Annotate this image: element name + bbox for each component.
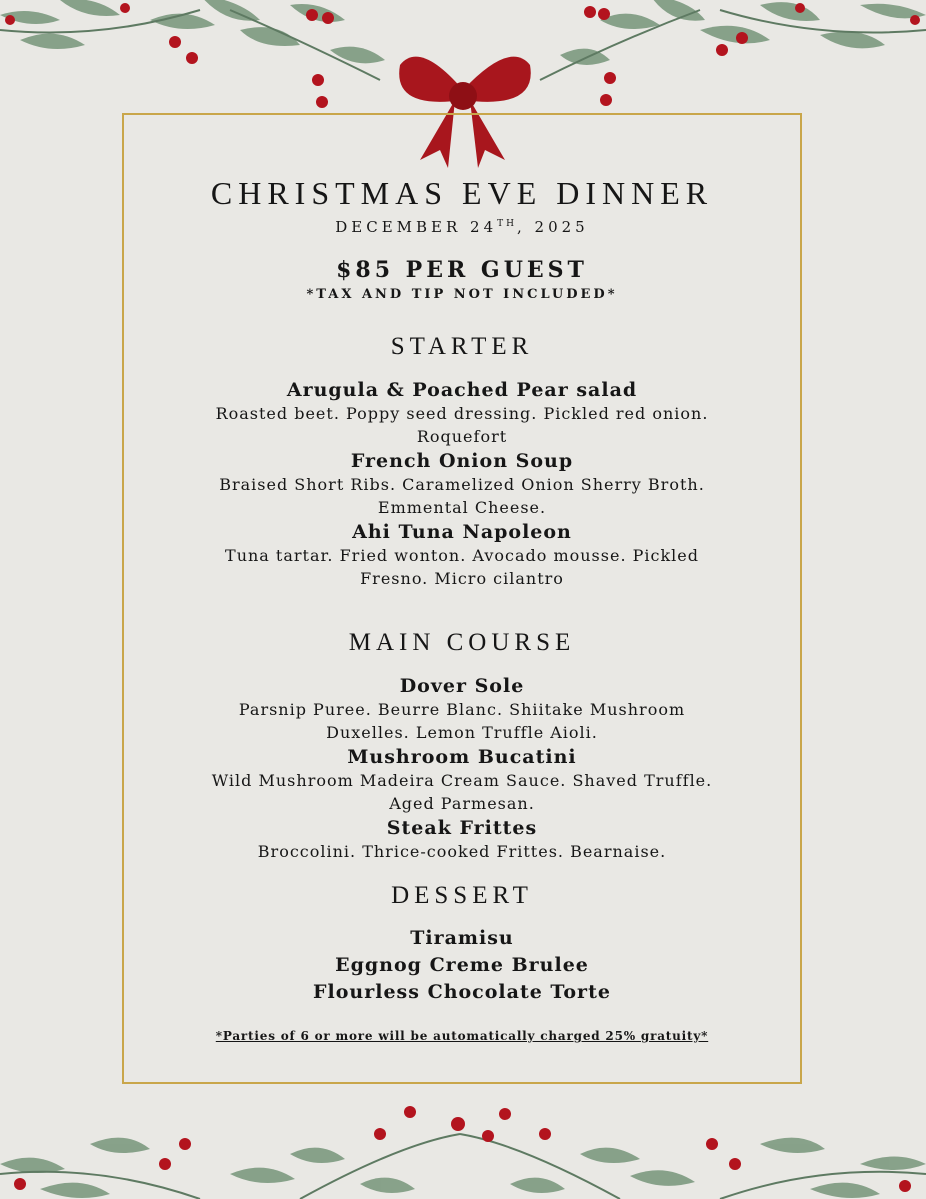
dish-description: Fresno. Micro cilantro [360, 569, 564, 588]
dish-description: Tuna tartar. Fried wonton. Avocado mousse. Pickled [225, 546, 699, 565]
dish-name: Ahi Tuna Napoleon [352, 521, 572, 543]
dish-name: Dover Sole [399, 675, 525, 697]
dish-description: Aged Parmesan. [389, 794, 535, 813]
menu-title: CHRISTMAS EVE DINNER [210, 175, 714, 211]
bottom-garland-decoration [0, 1104, 926, 1199]
dish-description: Duxelles. Lemon Truffle Aioli. [326, 723, 598, 742]
dessert-item: Eggnog Creme Brulee [335, 954, 589, 976]
date-main: DECEMBER 24 [335, 218, 498, 236]
dish-name: Steak Frittes [386, 817, 538, 839]
section-heading-starter: STARTER [390, 333, 534, 360]
dish-description: Roasted beet. Poppy seed dressing. Pickled red onion. [215, 404, 709, 423]
menu-content [122, 113, 802, 1044]
dish-description: Braised Short Ribs. Caramelized Onion Sherry Broth. [219, 475, 705, 494]
dish-description: Parsnip Puree. Beurre Blanc. Shiitake Mushroom [238, 700, 686, 719]
dish-name: Mushroom Bucatini [347, 746, 577, 768]
dish-name: Arugula & Poached Pear salad [286, 379, 638, 401]
section-heading-dessert: DESSERT [391, 882, 533, 909]
price: $85 PER GUEST [336, 257, 588, 283]
tax-note: *TAX AND TIP NOT INCLUDED* [306, 287, 618, 302]
section-heading-main-course: MAIN COURSE [348, 629, 576, 656]
dessert-item: Tiramisu [410, 927, 514, 949]
dish-description: Wild Mushroom Madeira Cream Sauce. Shaved Truffle. [211, 771, 713, 790]
dish-description: Emmental Cheese. [377, 498, 547, 517]
date-suffix: TH [497, 219, 518, 229]
dish-description: Broccolini. Thrice-cooked Frittes. Bearnaise. [257, 842, 667, 861]
dessert-item: Flourless Chocolate Torte [313, 981, 611, 1003]
gratuity-note: *Parties of 6 or more will be automatically charged 25% gratuity* [215, 1029, 709, 1043]
event-date [122, 214, 802, 237]
date-year: , 2025 [517, 218, 589, 236]
dish-name: French Onion Soup [350, 450, 574, 472]
dish-description: Roquefort [416, 427, 508, 446]
